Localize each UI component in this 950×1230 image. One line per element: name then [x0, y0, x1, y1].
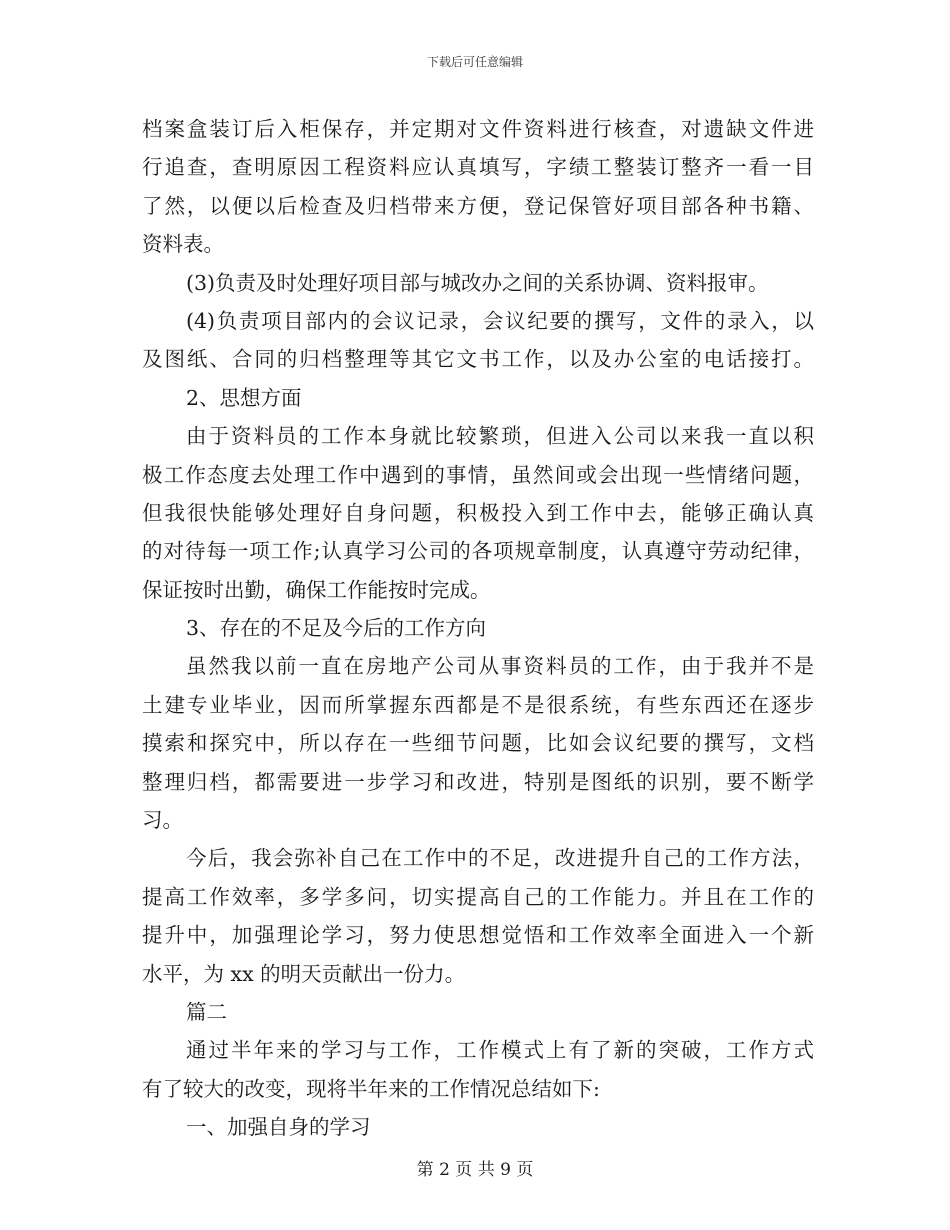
section-heading: 2、思想方面 [186, 385, 302, 410]
text-line: 由于资料员的工作本身就比较繁琐，但进入公司以来我一直以积 [186, 424, 814, 449]
text-line: 水平，为 xx 的明天贡献出一份力。 [142, 961, 466, 986]
text-line: 资料表。 [142, 232, 224, 257]
text-line: 提高工作效率，多学多问，切实提高自己的工作能力。并且在工作的 [142, 884, 814, 909]
page-header: 下载后可任意编辑 [426, 55, 523, 69]
text-line: 了然，以便以后检查及归档带来方便，登记保管好项目部各种书籍、 [142, 193, 814, 218]
text-line: 及图纸、合同的归档整理等其它文书工作，以及办公室的电话接打。 [142, 347, 814, 372]
text-line: 今后，我会弥补自己在工作中的不足，改进提升自己的工作方法， [186, 846, 814, 871]
text-line: 通过半年来的学习与工作，工作模式上有了新的突破，工作方式 [186, 1038, 814, 1063]
text-line: 保证按时出勤，确保工作能按时完成。 [142, 577, 491, 602]
text-line: 但我很快能够处理好自身问题，积极投入到工作中去，能够正确认真 [142, 500, 814, 525]
section-heading: 一、加强自身的学习 [186, 1115, 371, 1140]
section-heading: 3、存在的不足及今后的工作方向 [186, 616, 487, 641]
text-line: 摸索和探究中，所以存在一些细节问题，比如会议纪要的撰写，文档 [142, 731, 814, 756]
page-footer: 第 2 页 共 9 页 [416, 1160, 534, 1180]
document-body [142, 110, 814, 1147]
text-line: 有了较大的改变，现将半年来的工作情况总结如下: [142, 1076, 600, 1101]
text-line: 习。 [142, 808, 183, 833]
text-line: 档案盒装订后入柜保存，并定期对文件资料进行核查，对遗缺文件进 [142, 117, 814, 141]
text-line: 行追查，查明原因工程资料应认真填写，字绩工整装订整齐一看一目 [142, 155, 814, 180]
text-line: 的对待每一项工作;认真学习公司的各项规章制度，认真遵守劳动纪律， [142, 539, 814, 564]
text-line: 虽然我以前一直在房地产公司从事资料员的工作，由于我并不是 [186, 654, 814, 679]
text-line: 整理归档，都需要进一步学习和改进，特别是图纸的识别，要不断学 [142, 769, 814, 794]
text-line: 土建专业毕业，因而所掌握东西都是不是很系统，有些东西还在逐步 [142, 692, 814, 717]
text-line: 提升中，加强理论学习，努力使思想觉悟和工作效率全面进入一个新 [142, 923, 814, 948]
text-line: 极工作态度去处理工作中遇到的事情，虽然间或会出现一些情绪问题， [142, 462, 814, 487]
text-line: (3)负责及时处理好项目部与城改办之间的关系协调、资料报审。 [186, 270, 769, 295]
text-line: (4)负责项目部内的会议记录，会议纪要的撰写，文件的录入，以 [186, 308, 814, 333]
section-heading: 篇二 [186, 999, 227, 1024]
